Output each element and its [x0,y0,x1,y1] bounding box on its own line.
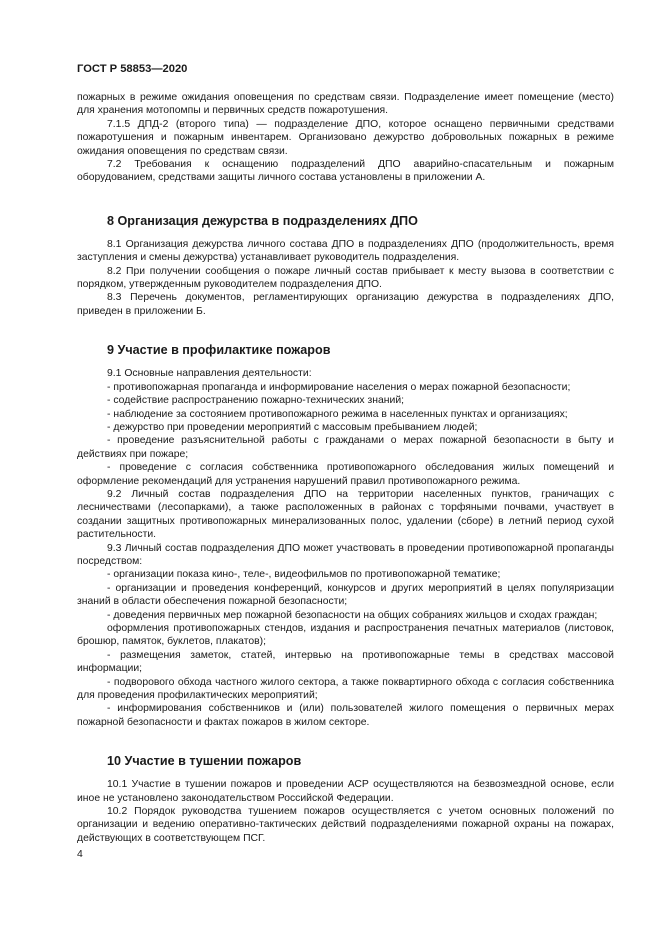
list-item: - размещения заметок, статей, интервью на противопожарные темы в средствах массовой информации; [77,649,614,675]
list-item: - доведения первичных мер пожарной безопасности на общих собраниях жильцов и сходах граждан; [107,609,598,621]
page-number: 4 [77,849,83,860]
paragraph: 8.3 Перечень документов, регламентирующих организацию дежурства в подразделениях ДПО, приведен в приложении Б. [77,292,614,317]
list-item: - проведение разъяснительной работы с гражданами о мерах пожарной безопасности в быту и действиях при пожаре; [77,435,614,460]
list-item: - организации показа кино-, теле-, видеофильмов по противопожарной тематике; [107,569,501,581]
list-item: - дежурство при проведении мероприятий с массовым пребыванием людей; [107,421,478,433]
paragraph: 8.1 Организация дежурства личного состава ДПО в подразделениях ДПО (продолжительность, время заступления и смены дежурства) устанавливает руководитель подразделения. [77,238,614,264]
page-body [77,91,614,845]
paragraph: 10.1 Участие в тушении пожаров и проведении АСР осуществляются на безвозмездной основе, если иное не установлено законодательством Российской Федерации. [77,779,614,804]
list-item: - наблюдение за состоянием противопожарного режима в населенных пунктах и организациях; [107,408,568,420]
list-item: - противопожарная пропаганда и информирование населения о мерах пожарной безопасности; [107,381,571,393]
list-item: - содействие распространению пожарно-технических знаний; [107,395,405,407]
paragraph: 10.2 Порядок руководства тушением пожаров осуществляется с учетом основных положений по организации и ведению оперативно-тактических действий подразделениями пожарной охраны на пожарах, действующих в соответствующем ПСГ. [77,806,614,844]
list-item: - проведение с согласия собственника противопожарного обследования жилых помещений и оформление рекомендаций для устранения нарушений правил противопожарного режима. [77,462,614,487]
list-item: - информирования собственников и (или) пользователей жилого помещения о первичных мерах пожарной безопасности и фактах пожаров в жилом секторе. [77,703,614,728]
section-heading: 10 Участие в тушении пожаров [107,754,302,769]
paragraph: пожарных в режиме ожидания оповещения по средствам связи. Подразделение имеет помещение (место) для хранения мотопомпы и первичных средств пожаротушения. [77,92,614,117]
section-heading: 8 Организация дежурства в подразделениях ДПО [107,213,418,228]
document-header: ГОСТ Р 58853—2020 [77,63,188,75]
paragraph: 8.2 При получении сообщения о пожаре личный состав прибывает к месту вызова в соответствии с порядком, утвержденным руководителем подразделения ДПО. [77,265,614,291]
paragraph: 9.3 Личный состав подразделения ДПО может участвовать в проведении противопожарной пропаганды посредством: [77,542,614,567]
list-item: - подворового обхода частного жилого сектора, а также поквартирного обхода с согласия собственника для проведения профилактических мероприятий; [77,676,614,702]
list-item: оформления противопожарных стендов, издания и распространения печатных материалов (листовок, брошюр, памяток, буклетов, плакатов); [77,623,614,648]
paragraph: 7.2 Требования к оснащению подразделений ДПО аварийно-спасательным и пожарным оборудованием, средствами защиты личного состава установлены в приложении А. [77,159,614,184]
paragraph: 9.2 Личный состав подразделения ДПО на территории населенных пунктов, граничащих с лесничествами (лесопарками), а также расположенных в районах с торфяными почвами, участвует в создании защитных противопожарных минерализованных полос, удалении (сборе) в летний период сухой растительности. [77,488,614,541]
paragraph: 9.1 Основные направления деятельности: [107,368,312,380]
paragraph: 7.1.5 ДПД-2 (второго типа) — подразделение ДПО, которое оснащено первичными средствами пожаротушения и пожарным инвентарем. Организовано дежурство добровольных пожарных в режиме ожидания оповещения по средствам связи. [77,118,614,157]
list-item: - организации и проведения конференций, конкурсов и других мероприятий в целях популяризации знаний в области обеспечения пожарной безопасности; [77,582,614,608]
section-heading: 9 Участие в профилактике пожаров [107,343,331,358]
